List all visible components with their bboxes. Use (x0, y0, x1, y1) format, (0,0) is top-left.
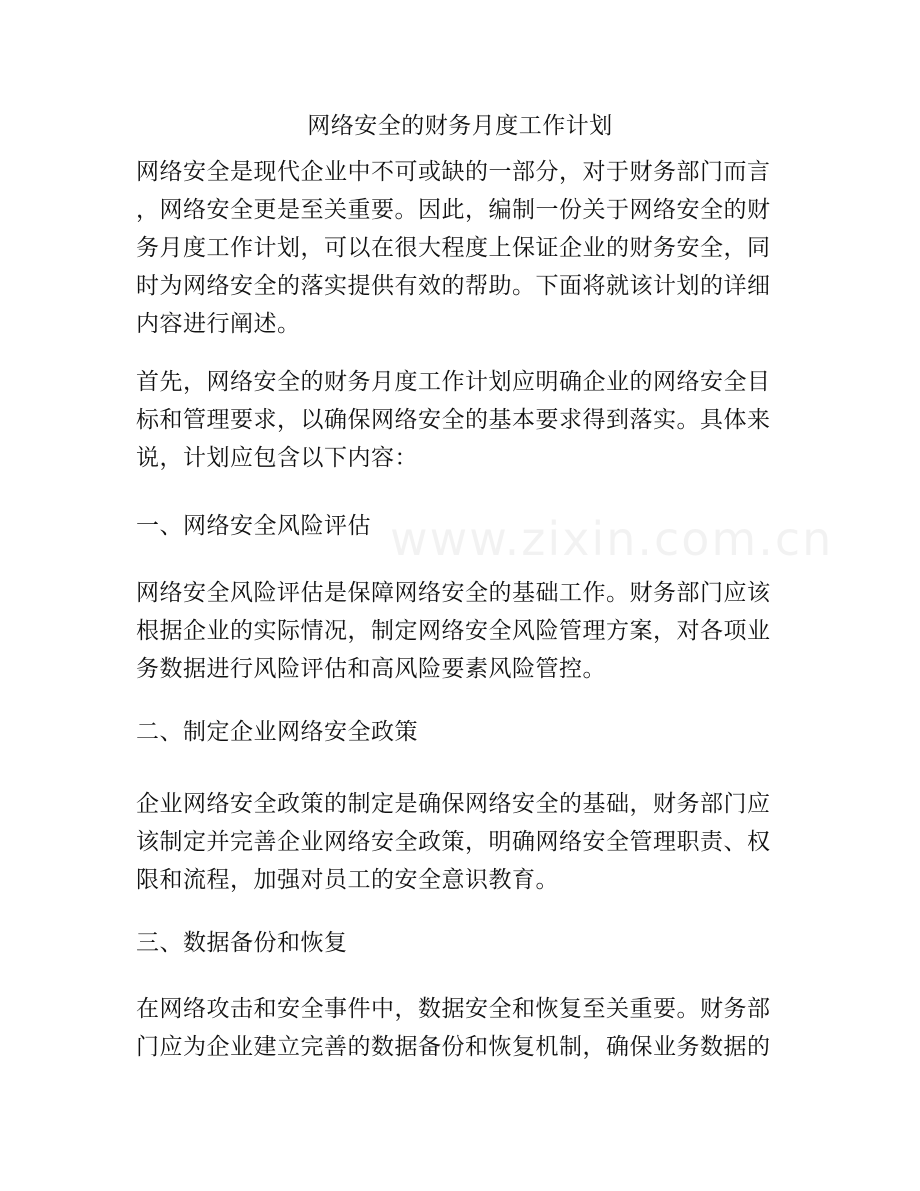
heading-text: 二、制定企业网络安全政策 (136, 719, 418, 745)
paragraph-security-policy (136, 785, 786, 899)
text-line: ，网络安全更是至关重要。因此，编制一份关于网络安全的财 (136, 197, 771, 223)
text-line: 标和管理要求，以确保网络安全的基本要求得到落实。具体来 (136, 407, 771, 433)
watermark: www.zixin.com.cn (390, 512, 834, 566)
text-line: 务数据进行风险评估和高风险要素风险管控。 (136, 656, 606, 682)
section-heading-2 (136, 713, 786, 751)
text-line: 限和流程，加强对员工的安全意识教育。 (136, 867, 559, 893)
text-line: 内容进行阐述。 (136, 311, 301, 337)
section-heading-1 (136, 507, 786, 545)
text-line: 根据企业的实际情况，制定网络安全风险管理方案，对各项业 (136, 618, 771, 644)
text-line: 该制定并完善企业网络安全政策，明确网络安全管理职责、权 (136, 829, 771, 855)
text-line: 务月度工作计划，可以在很大程度上保证企业的财务安全，同 (136, 235, 771, 261)
text-line: 首先，网络安全的财务月度工作计划应明确企业的网络安全目 (136, 369, 771, 395)
paragraph-data-backup (136, 990, 786, 1066)
paragraph-risk-assessment (136, 574, 786, 688)
text-line: 时为网络安全的落实提供有效的帮助。下面将就该计划的详细 (136, 273, 771, 299)
paragraph-intro (136, 153, 786, 343)
text-line: 网络安全风险评估是保障网络安全的基础工作。财务部门应该 (136, 580, 771, 606)
text-line: 说，计划应包含以下内容： (136, 445, 418, 471)
text-line: 网络安全是现代企业中不可或缺的一部分，对于财务部门而言 (136, 159, 771, 185)
text-line: 门应为企业建立完善的数据备份和恢复机制，确保业务数据的 (136, 1034, 771, 1060)
paragraph-first (136, 363, 786, 477)
document-title: 网络安全的财务月度工作计划 (307, 113, 613, 139)
text-line: 企业网络安全政策的制定是确保网络安全的基础，财务部门应 (136, 791, 771, 817)
text-line: 在网络攻击和安全事件中，数据安全和恢复至关重要。财务部 (136, 996, 771, 1022)
heading-text: 一、网络安全风险评估 (136, 513, 371, 539)
heading-text: 三、数据备份和恢复 (136, 930, 348, 956)
section-heading-3 (136, 924, 786, 962)
